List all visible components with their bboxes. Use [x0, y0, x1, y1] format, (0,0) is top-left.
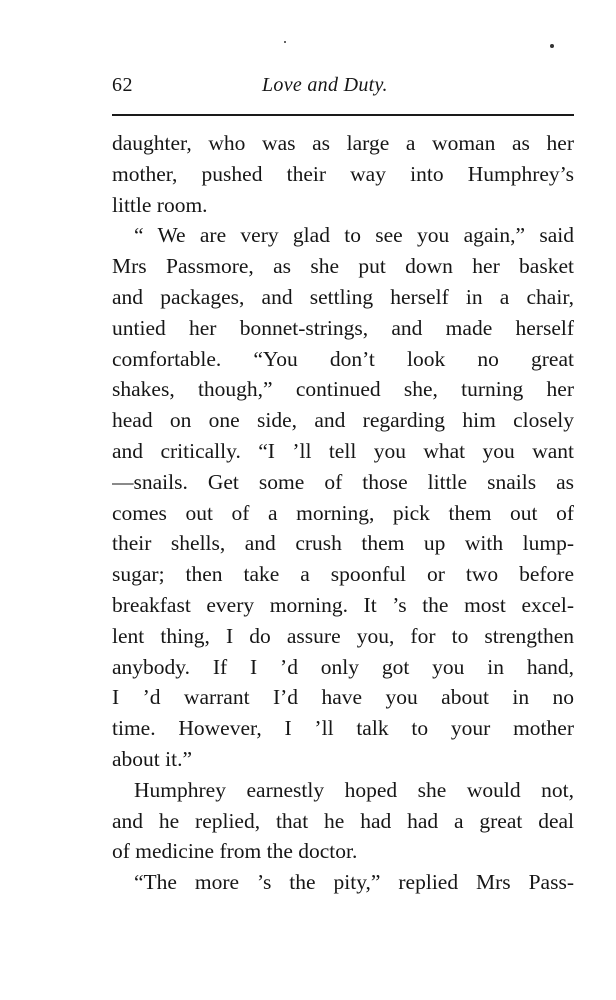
- text-line: head on one side, and regarding him closely: [112, 408, 574, 433]
- text-line: of medicine from the doctor.: [112, 839, 358, 864]
- text-line: daughter, who was as large a woman as her: [112, 131, 574, 155]
- text-line: —snails. Get some of those little snails as: [112, 469, 574, 494]
- text-line: about it.”: [112, 746, 193, 771]
- text-line: mother, pushed their way into Humphrey’s: [112, 161, 574, 186]
- text-line: Humphrey earnestly hoped she would not,: [134, 777, 574, 802]
- text-line: and packages, and settling herself in a chair,: [112, 284, 574, 309]
- text-line: sugar; then take a spoonful or two before: [112, 562, 574, 587]
- text-line: little room.: [112, 192, 208, 217]
- header-rule: [112, 114, 574, 116]
- text-line: comes out of a morning, pick them out of: [112, 500, 574, 525]
- text-line: I ’d warrant I’d have you about in no: [112, 685, 574, 710]
- text-line: anybody. If I ’d only got you in hand,: [112, 654, 574, 679]
- text-line: comfortable. “You don’t look no great: [112, 346, 574, 371]
- text-line: lent thing, I do assure you, for to strengthen: [112, 623, 574, 648]
- print-speck: [550, 44, 554, 48]
- page-header: [112, 74, 574, 106]
- text-line: and critically. “I ’ll tell you what you want: [112, 438, 574, 463]
- text-line: “ We are very glad to see you again,” said: [134, 223, 574, 248]
- text-line: breakfast every morning. It ’s the most excel-: [112, 592, 574, 617]
- page-number: 62: [112, 74, 133, 96]
- text-line: “The more ’s the pity,” replied Mrs Pass-: [134, 870, 574, 895]
- body-text: [112, 128, 574, 898]
- text-line: shakes, though,” continued she, turning her: [112, 377, 574, 402]
- text-line: Mrs Passmore, as she put down her basket: [112, 254, 574, 279]
- print-speck: [284, 41, 286, 43]
- text-line: untied her bonnet-strings, and made herself: [112, 315, 574, 340]
- text-line: their shells, and crush them up with lump-: [112, 531, 574, 556]
- running-title: Love and Duty.: [262, 74, 388, 96]
- text-line: and he replied, that he had had a great deal: [112, 808, 574, 833]
- text-line: time. However, I ’ll talk to your mother: [112, 716, 574, 741]
